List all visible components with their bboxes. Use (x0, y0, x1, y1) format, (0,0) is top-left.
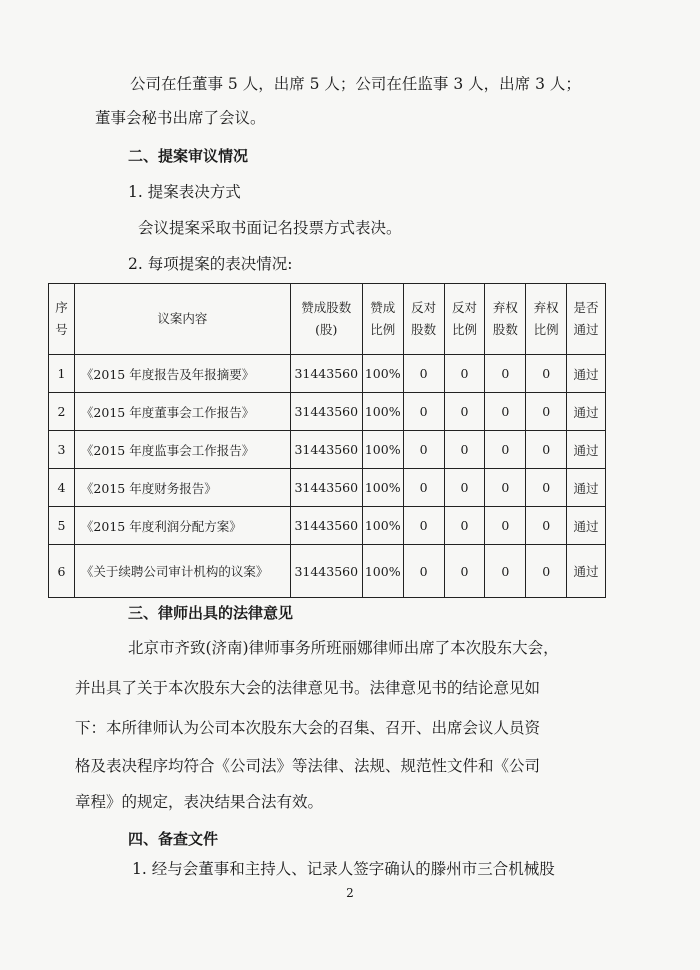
cell-abstain-ratio: 0 (526, 469, 567, 507)
cell-approve-ratio: 100% (362, 431, 403, 469)
cell-seq: 2 (49, 393, 75, 431)
table-row (49, 507, 606, 545)
cell-approve-ratio: 100% (362, 469, 403, 507)
table-row (49, 393, 606, 431)
cell-approve-shares: 31443560 (290, 431, 362, 469)
cell-oppose-shares: 0 (403, 545, 444, 598)
table-row (49, 355, 606, 393)
cell-seq: 3 (49, 431, 75, 469)
cell-passed: 通过 (567, 469, 606, 507)
cell-oppose-shares: 0 (403, 507, 444, 545)
para3-line4: 格及表决程序均符合《公司法》等法律、法规、规范性文件和《公司 (75, 757, 541, 775)
cell-oppose-ratio: 0 (444, 431, 485, 469)
header-approve-shares: 赞成股数 (股) (290, 284, 362, 355)
cell-abstain-shares: 0 (485, 431, 526, 469)
para3-line1: 北京市齐致(济南)律师事务所班丽娜律师出席了本次股东大会， (128, 639, 559, 657)
table-row (49, 469, 606, 507)
cell-oppose-ratio: 0 (444, 545, 485, 598)
cell-approve-shares: 31443560 (290, 355, 362, 393)
cell-passed: 通过 (567, 393, 606, 431)
cell-abstain-shares: 0 (485, 545, 526, 598)
section-heading-2: 二、提案审议情况 (128, 147, 249, 165)
header-seq: 序 号 (49, 284, 75, 355)
cell-oppose-shares: 0 (403, 393, 444, 431)
cell-abstain-ratio: 0 (526, 355, 567, 393)
reference-item-1: 1. 经与会董事和主持人、记录人签字确认的滕州市三合机械股 (132, 860, 555, 878)
header-proposal: 议案内容 (74, 284, 290, 355)
cell-abstain-shares: 0 (485, 469, 526, 507)
header-abstain-shares: 弃权 股数 (485, 284, 526, 355)
cell-seq: 6 (49, 545, 75, 598)
cell-seq: 5 (49, 507, 75, 545)
cell-oppose-shares: 0 (403, 355, 444, 393)
para3-line2: 并出具了关于本次股东大会的法律意见书。法律意见书的结论意见如 (75, 679, 541, 697)
cell-oppose-ratio: 0 (444, 393, 485, 431)
subsection-1-body: 会议提案采取书面记名投票方式表决。 (138, 219, 402, 237)
header-oppose-ratio: 反对 比例 (444, 284, 485, 355)
cell-seq: 4 (49, 469, 75, 507)
cell-oppose-ratio: 0 (444, 507, 485, 545)
cell-oppose-ratio: 0 (444, 355, 485, 393)
cell-approve-ratio: 100% (362, 393, 403, 431)
cell-proposal: 《关于续聘公司审计机构的议案》 (74, 545, 290, 598)
section-heading-3: 三、律师出具的法律意见 (128, 604, 294, 622)
header-approve-ratio: 赞成 比例 (362, 284, 403, 355)
cell-abstain-shares: 0 (485, 355, 526, 393)
cell-approve-ratio: 100% (362, 545, 403, 598)
cell-abstain-ratio: 0 (526, 545, 567, 598)
subsection-2-title: 2. 每项提案的表决情况: (128, 255, 293, 273)
cell-abstain-shares: 0 (485, 507, 526, 545)
cell-oppose-ratio: 0 (444, 469, 485, 507)
para1-line2: 董事会秘书出席了会议。 (95, 109, 266, 127)
cell-abstain-ratio: 0 (526, 507, 567, 545)
voting-results-table (48, 283, 606, 598)
cell-passed: 通过 (567, 507, 606, 545)
page-number: 2 (346, 886, 354, 900)
cell-passed: 通过 (567, 431, 606, 469)
table-row (49, 545, 606, 598)
cell-abstain-shares: 0 (485, 393, 526, 431)
cell-approve-ratio: 100% (362, 507, 403, 545)
cell-passed: 通过 (567, 545, 606, 598)
cell-approve-shares: 31443560 (290, 545, 362, 598)
para3-line5: 章程》的规定，表决结果合法有效。 (75, 793, 324, 811)
table-header-row (49, 284, 606, 355)
cell-oppose-shares: 0 (403, 469, 444, 507)
subsection-1-title: 1. 提案表决方式 (128, 183, 241, 201)
section-heading-4: 四、备查文件 (128, 830, 219, 848)
cell-oppose-shares: 0 (403, 431, 444, 469)
para3-line3: 下：本所律师认为公司本次股东大会的召集、召开、出席会议人员资 (75, 719, 541, 737)
para1-line1: 公司在任董事 5 人，出席 5 人；公司在任监事 3 人，出席 3 人； (130, 75, 581, 93)
cell-seq: 1 (49, 355, 75, 393)
cell-approve-ratio: 100% (362, 355, 403, 393)
header-passed: 是否 通过 (567, 284, 606, 355)
cell-proposal: 《2015 年度监事会工作报告》 (74, 431, 290, 469)
cell-proposal: 《2015 年度报告及年报摘要》 (74, 355, 290, 393)
cell-abstain-ratio: 0 (526, 393, 567, 431)
header-abstain-ratio: 弃权 比例 (526, 284, 567, 355)
cell-proposal: 《2015 年度董事会工作报告》 (74, 393, 290, 431)
table-row (49, 431, 606, 469)
header-oppose-shares: 反对 股数 (403, 284, 444, 355)
cell-abstain-ratio: 0 (526, 431, 567, 469)
cell-passed: 通过 (567, 355, 606, 393)
cell-proposal: 《2015 年度财务报告》 (74, 469, 290, 507)
cell-approve-shares: 31443560 (290, 507, 362, 545)
cell-approve-shares: 31443560 (290, 469, 362, 507)
cell-approve-shares: 31443560 (290, 393, 362, 431)
cell-proposal: 《2015 年度利润分配方案》 (74, 507, 290, 545)
